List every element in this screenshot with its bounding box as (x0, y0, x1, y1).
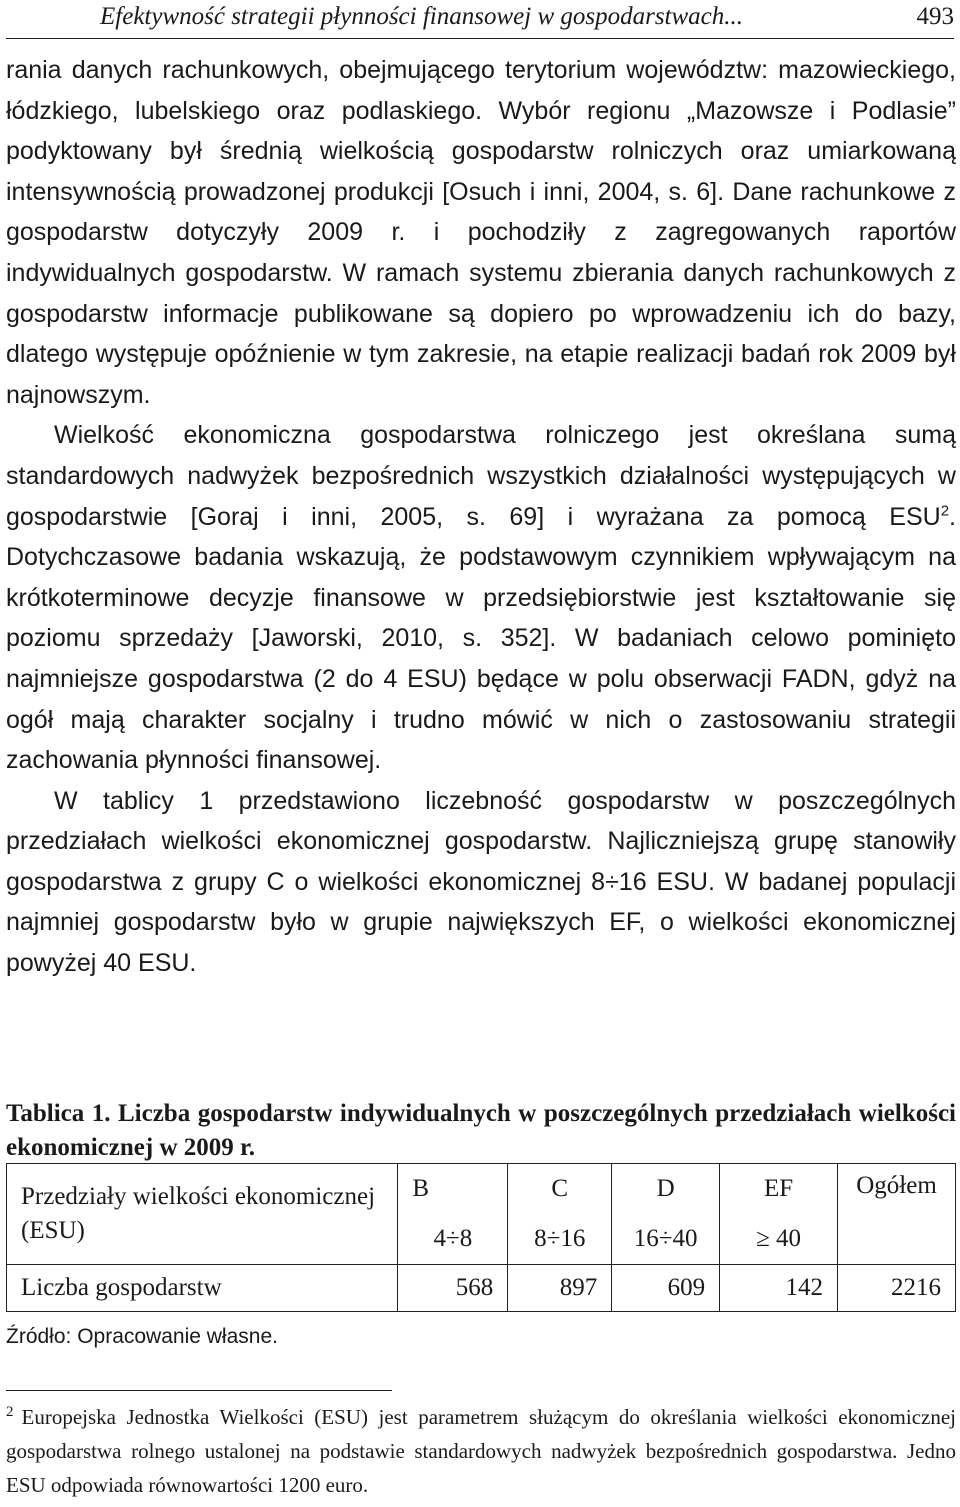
footnote (6, 1400, 956, 1502)
count-cell: 609 (612, 1265, 720, 1312)
group-cell: EF (720, 1164, 838, 1215)
group-cell-total: Ogółem (838, 1164, 956, 1265)
range-cell: ≥ 40 (720, 1214, 838, 1265)
running-header-title: Efektywność strategii płynności finansowej w gospodarstwach... (100, 3, 744, 30)
row-header-count: Liczba gospodarstw (7, 1265, 398, 1312)
footnote-reference[interactable]: 2 (940, 502, 950, 520)
running-header (0, 0, 960, 36)
header-rule (6, 38, 954, 39)
page-number: 493 (916, 3, 954, 30)
row-header-size-class: Przedziały wielkości ekonomicznej (ESU) (7, 1164, 398, 1265)
group-cell: D (612, 1164, 720, 1215)
range-cell: 8÷16 (508, 1214, 612, 1265)
range-cell: 4÷8 (398, 1214, 508, 1265)
footnote-text: Europejska Jednostka Wielkości (ESU) jest parametrem służącym do określania wielkości ekonomicznej gospodarstwa rolnego ustalonej na podstawie standardowych nadwyżek bezpośrednich gospodarstwa. Jedno ESU odpowiada równowartości 1200 euro. (6, 1405, 956, 1497)
footnote-rule (6, 1390, 392, 1391)
paragraph-3: W tablicy 1 przedstawiono liczebność gospodarstw w poszczególnych przedziałach wielkości ekonomicznej gospodarstw. Najliczniejszą grupę stanowiły gospodarstwa z grupy C o wielkości ekonomicznej 8÷16 ESU. W badanej populacji najmniej gospodarstw było w grupie największych EF, o wielkości ekonomicznej powyżej 40 ESU. (6, 786, 956, 978)
paragraph-2-text-a: Wielkość ekonomiczna gospodarstwa rolniczego jest określana sumą standardowych nadwyżek bezpośrednich wszystkich działalności występujących w gospodarstwie [Goraj i inni, 2005, s. 69] i wyrażana za pomocą ESU (6, 421, 956, 531)
count-cell: 568 (398, 1265, 508, 1312)
table-row (7, 1265, 956, 1312)
table-header-row (7, 1164, 956, 1215)
body-text (6, 50, 956, 984)
count-cell-total: 2216 (838, 1265, 956, 1312)
count-cell: 897 (508, 1265, 612, 1312)
count-cell: 142 (720, 1265, 838, 1312)
paragraph-2 (6, 415, 956, 780)
range-cell: 16÷40 (612, 1214, 720, 1265)
paragraph-1: rania danych rachunkowych, obejmującego terytorium województw: mazowieckiego, łódzkiego, lubelskiego oraz podlaskiego. Wybór regionu „Mazowsze i Podlasie” podyktowany był średnią wielkością gospodarstw rolniczych oraz umiarkowaną intensywnością prowadzonej produkcji [Osuch i inni, 2004, s. 6]. Dane rachunkowe z gospodarstw dotyczyły 2009 r. i pochodziły z zagregowanych raportów indywidualnych gospodarstw. W ramach systemu zbierania danych rachunkowych z gospodarstw informacje publikowane są dopiero po wprowadzeniu ich do bazy, dlatego występuje opóźnienie w tym zakresie, na etapie realizacji badań rok 2009 był najnowszym. (6, 56, 956, 409)
paragraph-2-text-b: . Dotychczasowe badania wskazują, że podstawowym czynnikiem wpływającym na krótkoterminowe decyzje finansowe w przedsiębiorstwie jest kształtowanie się poziomu sprzedaży [Jaworski, 2010, s. 352]. W badaniach celowo pominięto najmniejsze gospodarstwa (2 do 4 ESU) będące w polu obserwacji FADN, gdyż na ogół mają charakter socjalny i trudno mówić w nich o zastosowaniu strategii zachowania płynności finansowej. (6, 502, 956, 775)
group-cell: B (398, 1164, 508, 1215)
table-source: Źródło: Opracowanie własne. (6, 1325, 278, 1348)
footnote-mark: 2 (6, 1404, 14, 1420)
table-caption: Tablica 1. Liczba gospodarstw indywidualnych w poszczególnych przedziałach wielkości ekonomicznej w 2009 r. (6, 1100, 956, 1161)
group-cell: C (508, 1164, 612, 1215)
size-class-table (6, 1163, 956, 1312)
